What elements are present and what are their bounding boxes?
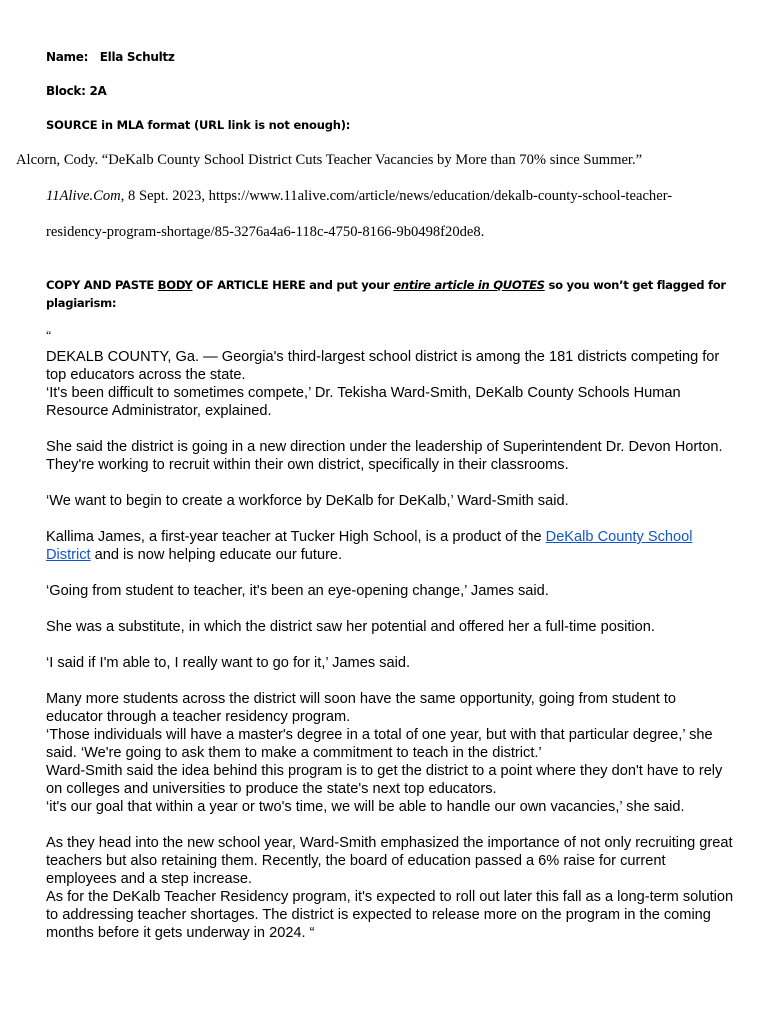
citation-details: , 8 Sept. 2023, https://www.11alive.com/article/news/education/dekalb-county-school-teacher- bbox=[120, 188, 673, 204]
dekalb-district-link[interactable]: DeKalb County School District bbox=[46, 529, 693, 563]
source-label: SOURCE in MLA format (URL link is not enough): bbox=[46, 118, 351, 132]
article-paragraph: ‘We want to begin to create a workforce by DeKalb for DeKalb,’ Ward-Smith said. bbox=[46, 493, 569, 509]
instructions bbox=[46, 276, 726, 312]
instructions-part-2: OF ARTICLE HERE and put your bbox=[192, 278, 394, 292]
citation-publication: 11Alive.Com bbox=[46, 188, 121, 204]
block-line bbox=[46, 84, 107, 98]
article-paragraph: ‘Going from student to teacher, it's been an eye-opening change,’ James said. bbox=[46, 583, 549, 599]
paragraph-text: Kallima James, a first-year teacher at Tucker High School, is a product of the bbox=[46, 529, 546, 545]
article-paragraph: Many more students across the district will soon have the same opportunity, going from student to educator through a teacher residency program. bbox=[46, 691, 677, 725]
block-value: 2A bbox=[89, 84, 107, 98]
article-paragraph: DEKALB COUNTY, Ga. — Georgia's third-largest school district is among the 181 districts competing for top educators across the state. bbox=[46, 349, 720, 383]
article-body bbox=[46, 348, 736, 942]
article-paragraph: ‘It's been difficult to sometimes compete,’ Dr. Tekisha Ward-Smith, DeKalb County Schools Human Resource Administrator, explained. bbox=[46, 385, 681, 419]
article-paragraph: ‘I said if I'm able to, I really want to go for it,’ James said. bbox=[46, 655, 410, 671]
article-paragraph: ‘it's our goal that within a year or two's time, we will be able to handle our own vacancies,’ she said. bbox=[46, 799, 685, 815]
name-line bbox=[46, 50, 175, 64]
article-paragraph bbox=[46, 528, 736, 564]
citation-line-1: Alcorn, Cody. “DeKalb County School District Cuts Teacher Vacancies by More than 70% since Summer.” bbox=[16, 152, 643, 168]
name-value: Ella Schultz bbox=[99, 50, 175, 64]
opening-quote: “ bbox=[46, 328, 52, 342]
article-paragraph: As for the DeKalb Teacher Residency program, it's expected to roll out later this fall as a long-term solution to addressing teacher shortages. The district is expected to release more on the program in the coming months before it gets underway in 2024. “ bbox=[46, 889, 734, 941]
block-label: Block: bbox=[46, 84, 86, 98]
article-paragraph: ‘Those individuals will have a master's degree in a total of one year, but with that particular degree,’ she said. ‘We're going to ask them to make a commitment to teach in the district.’ bbox=[46, 727, 713, 761]
instructions-part-3: so you won’t get flagged for plagiarism: bbox=[46, 278, 726, 310]
instructions-body-word: BODY bbox=[157, 278, 193, 292]
article-paragraph: She said the district is going in a new direction under the leadership of Superintendent Dr. Devon Horton. They're working to recruit within their own district, specifically in their classrooms. bbox=[46, 439, 723, 473]
name-label: Name: bbox=[46, 50, 89, 64]
instructions-emphasis: entire article in QUOTES bbox=[393, 278, 545, 292]
citation-line-2 bbox=[46, 188, 672, 205]
citation-line-3: residency-program-shortage/85-3276a4a6-118c-4750-8166-9b0498f20de8. bbox=[46, 224, 485, 240]
article-paragraph: Ward-Smith said the idea behind this program is to get the district to a point where they don't have to rely on colleges and universities to produce the state's next top educators. bbox=[46, 763, 723, 797]
instructions-part-1: COPY AND PASTE bbox=[46, 278, 158, 292]
paragraph-text: and is now helping educate our future. bbox=[90, 547, 343, 563]
article-paragraph: She was a substitute, in which the district saw her potential and offered her a full-time position. bbox=[46, 619, 655, 635]
article-paragraph: As they head into the new school year, Ward-Smith emphasized the importance of not only recruiting great teachers but also retaining them. Recently, the board of education passed a 6% raise for current employees and a step increase. bbox=[46, 835, 733, 887]
